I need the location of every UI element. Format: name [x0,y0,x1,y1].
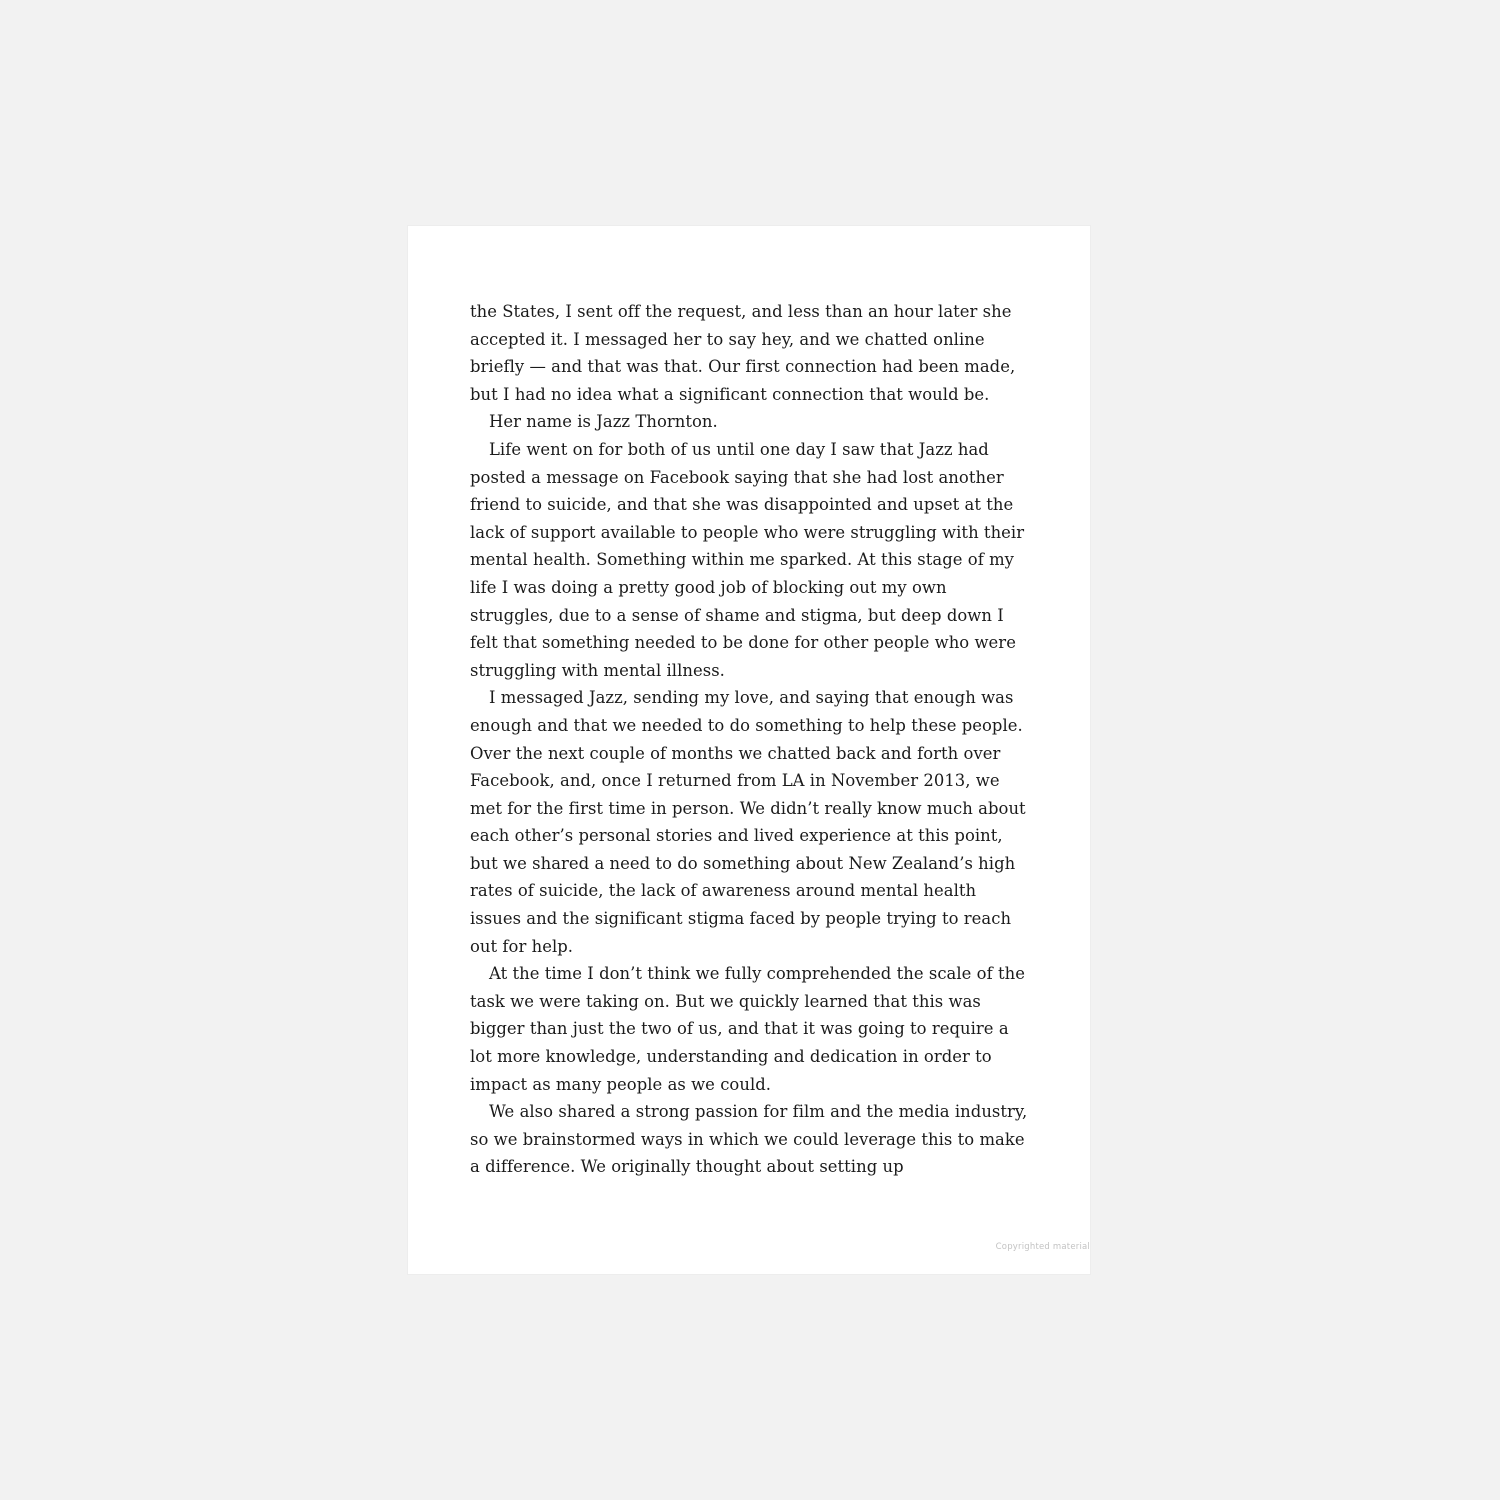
paragraph-4: I messaged Jazz, sending my love, and saying that enough was enough and that we needed to do something to help these people. Over the next couple of months we chatted back and forth over Facebook, and, once I returned from LA in November 2013, we met for the first time in person. We didn’t really know much about each other’s personal stories and lived experience at this point, but we shared a need to do something about New Zealand’s high rates of suicide, the lack of awareness around mental health issues and the significant stigma faced by people trying to reach out for help. [470,688,1026,956]
paragraph-5: At the time I don’t think we fully comprehended the scale of the task we were taking on. But we quickly learned that this was bigger than just the two of us, and that it was going to require a lot more knowledge, understanding and dedication in order to impact as many people as we could. [470,964,1025,1094]
page-text-column [470,298,1032,1181]
book-page [408,226,1090,1274]
paragraph-6: We also shared a strong passion for film and the media industry, so we brainstormed ways in which we could leverage this to make a difference. We originally thought about setting up [470,1102,1028,1177]
paragraph-1: the States, I sent off the request, and less than an hour later she accepted it. I messaged her to say hey, and we chatted online briefly — and that was that. Our first connection had been made, but I had no idea what a significant connection that would be. [470,302,1016,404]
copyright-notice: Copyrighted material [995,1242,1090,1252]
paragraph-2: Her name is Jazz Thornton. [489,412,718,432]
paragraph-3: Life went on for both of us until one day I saw that Jazz had posted a message on Facebook saying that she had lost another friend to suicide, and that she was disappointed and upset at the lack of support available to people who were struggling with their mental health. Something within me sparked. At this stage of my life I was doing a pretty good job of blocking out my own struggles, due to a sense of shame and stigma, but deep down I felt that something needed to be done for other people who were struggling with mental illness. [470,439,1025,680]
